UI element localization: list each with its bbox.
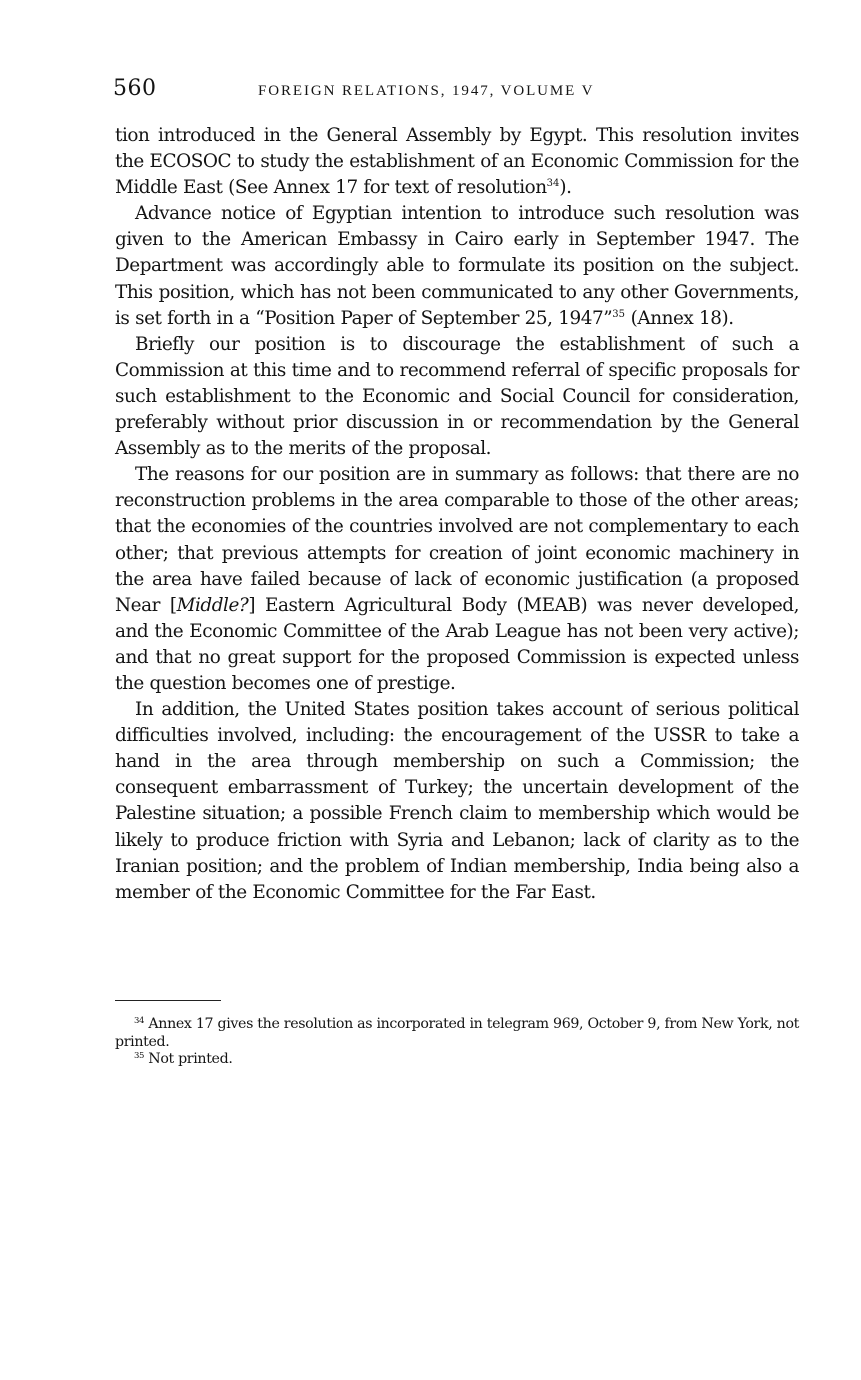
footnote-ref-34: 34 [546, 178, 560, 190]
paragraph-2-end: (Annex 18). [624, 307, 734, 329]
footnote-35 [115, 1051, 799, 1069]
paragraph-4 [115, 462, 799, 697]
footnote-mark-35: 35 [134, 1051, 145, 1061]
paragraph-1 [115, 123, 799, 201]
paragraph-5: In addition, the United States position takes account of serious political difficulties involved, including: the encouragement of the USSR to take a hand in the area through membership on such a Commission; the consequent embarrassment of Turkey; the uncertain development of the Palestine situation; a possible French claim to membership which would be likely to produce friction with Syria and Lebanon; lack of clarity as to the Iranian position; and the problem of Indian membership, India being also a member of the Economic Committee for the Far East. [115, 699, 799, 903]
running-title: FOREIGN RELATIONS, 1947, VOLUME V [258, 83, 595, 99]
paragraph-2-text: Advance notice of Egyptian intention to introduce such resolution was given to the American Embassy in Cairo early in September 1947. The Department was accordingly able to formulate its position on the subject. This position, which has not been communicated to any other Governments, is set forth in a “Position Paper of September 25, 1947” [115, 203, 799, 329]
footnote-34 [115, 1016, 799, 1051]
footnote-divider [115, 1000, 221, 1001]
page-number: 560 [113, 76, 157, 101]
paragraph-4-end: ] Eastern Agricultural Body (MEAB) was never developed, and the Economic Committee of the Arab League has not been very active); and that no great support for the proposed Commission is expected unless the question becomes one of prestige. [115, 594, 799, 694]
paragraph-4-text: The reasons for our position are in summary as follows: that there are no reconstruction problems in the area comparable to those of the other areas; that the economies of the countries involved are not complementary to each other; that previous attempts for creation of joint economic machinery in the area have failed because of lack of economic justification (a proposed Near [ [115, 464, 799, 616]
paragraph-2 [115, 201, 799, 331]
paragraph-3: Briefly our position is to discourage the establishment of such a Commission at this time and to recommend referral of specific proposals for such establishment to the Economic and Social Council for consideration, preferably without prior discussion in or recommendation by the General Assembly as to the merits of the proposal. [115, 333, 799, 460]
body-text [115, 123, 799, 906]
footnote-mark-34: 34 [134, 1016, 145, 1026]
footnote-ref-35: 35 [612, 308, 625, 320]
footnote-35-text: Not printed. [148, 1051, 233, 1067]
page-header [113, 74, 803, 108]
paragraph-1-end: ). [559, 177, 572, 199]
paragraph-1-text: tion introduced in the General Assembly by Egypt. This resolution invites the ECOSOC to study the establishment of an Economic Commission for the Middle East (See Annex 17 for text of resolution [115, 125, 799, 199]
footnotes [115, 1016, 799, 1069]
editorial-insertion: Middle? [176, 594, 249, 616]
footnote-34-text: Annex 17 gives the resolution as incorporated in telegram 969, October 9, from New York, not printed. [115, 1016, 799, 1050]
